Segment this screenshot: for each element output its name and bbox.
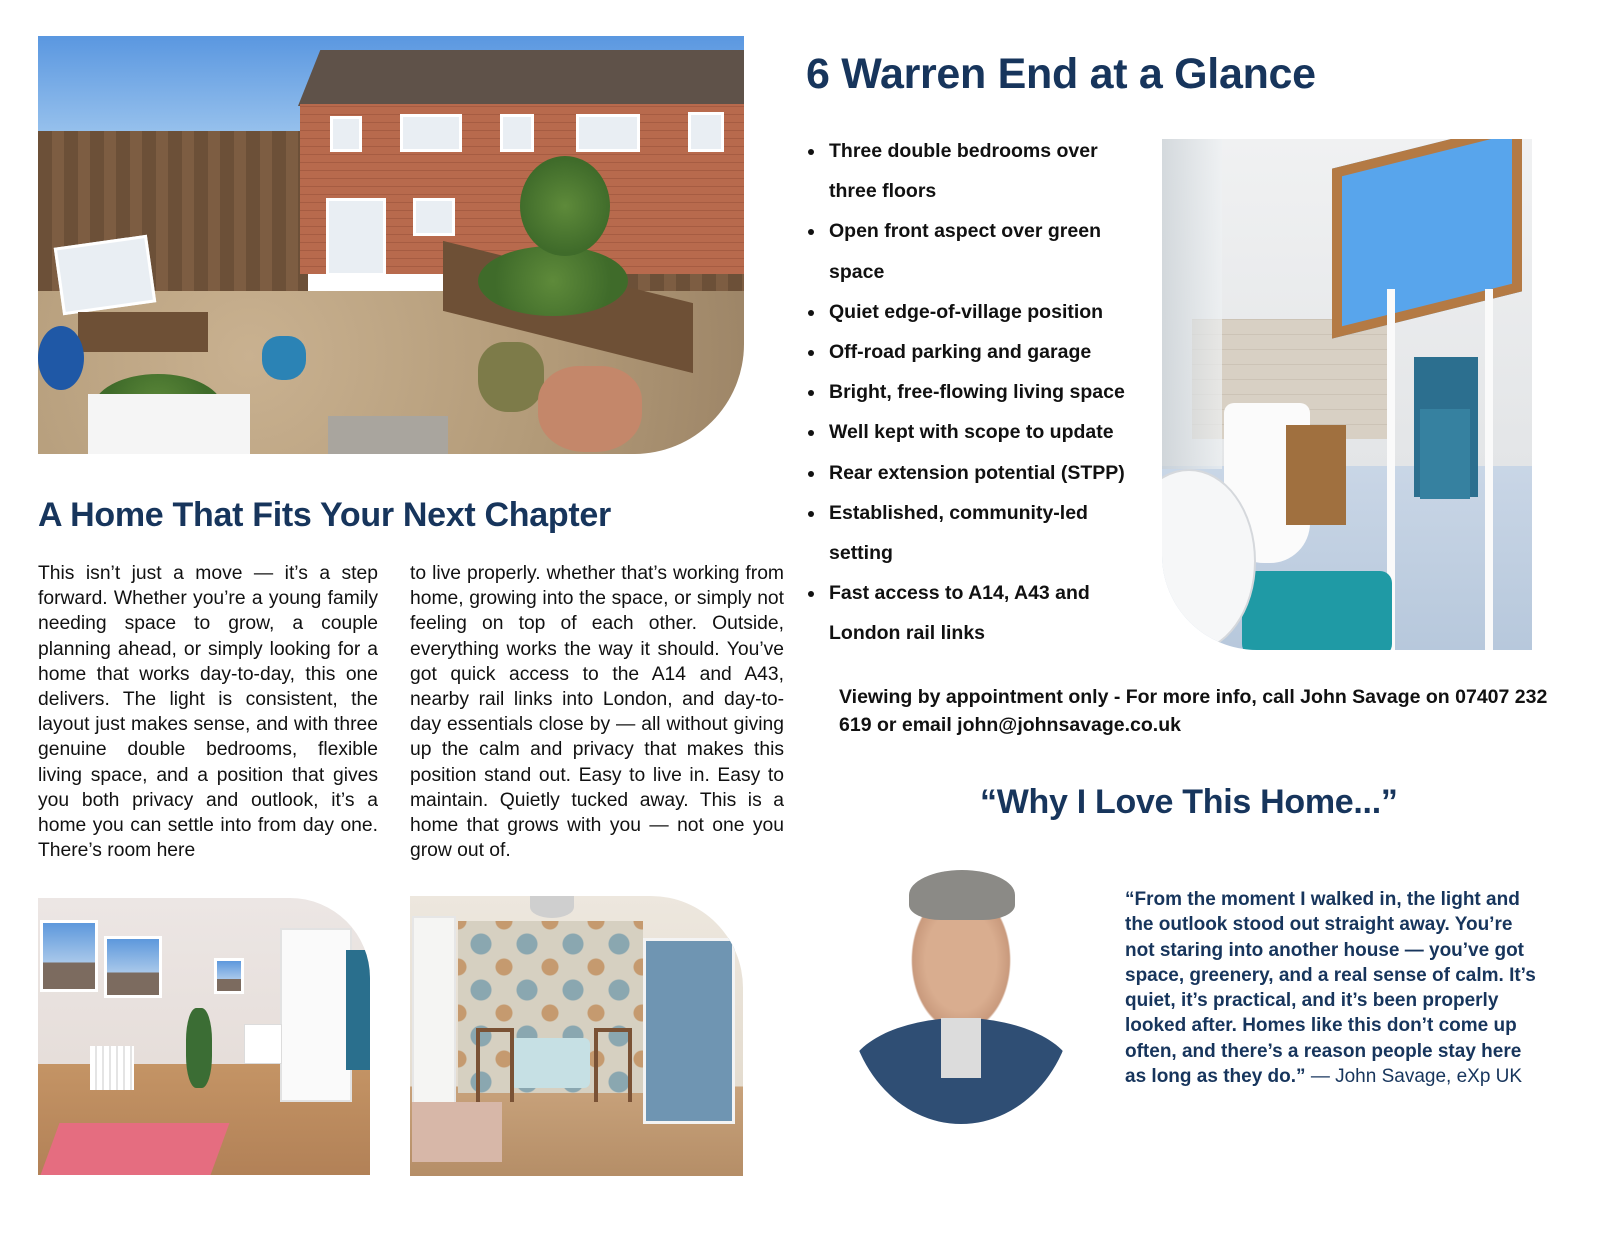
love-title: “Why I Love This Home...” [980,783,1398,821]
feature-item: Quiet edge-of-village position [806,292,1146,332]
quote-attribution: — John Savage, eXp UK [1305,1066,1523,1088]
testimonial-quote [1125,887,1540,1089]
bathroom-photo [1162,139,1532,650]
agent-avatar [847,868,1075,1124]
body-text-column-1: This isn’t just a move — it’s a step forward. Whether you’re a young family needing space to grow, a couple planning ahead, or simply looking for a home that works day-to-day, this one delivers. The light is consistent, the layout just makes sense, and with three genuine double bedrooms, flexible living space, and a position that gives you both privacy and outlook, it’s a home you can settle into from day one. There’s room here [38,563,378,862]
quote-text: “From the moment I walked in, the light and the outlook stood out straight away. You’re not staring into another house — you’ve got space, greenery, and a real sense of calm. It’s quiet, it’s practical, and it’s been properly looked after. Homes like this don’t come up often, and there’s a reason people stay here as long as they do.” [1125,889,1536,1088]
feature-item: Established, community-led setting [806,493,1146,573]
viewing-info: Viewing by appointment only - For more info, call John Savage on 07407 232 619 or email john@johnsavage.co.uk [839,686,1548,736]
feature-item: Three double bedrooms over three floors [806,131,1146,211]
feature-item: Well kept with scope to update [806,412,1146,452]
feature-list [806,131,1146,654]
glance-title: 6 Warren End at a Glance [806,50,1316,98]
feature-item: Fast access to A14, A43 and London rail links [806,573,1146,653]
body-text-column-2: to live properly. whether that’s working from home, growing into the space, or simply not feeling on top of each other. Outside, everything works the way it should. You’ve got quick access to the A14 and A43, nearby rail links into London, and day-to-day essentials close by — all without giving up the calm and privacy that makes this position stand out. Easy to live in. Easy to maintain. Quietly tucked away. This is a home that grows with you — not one you grow out of. [410,563,784,862]
feature-item: Bright, free-flowing living space [806,372,1146,412]
feature-item: Rear extension potential (STPP) [806,453,1146,493]
dining-room-photo [410,896,743,1176]
garden-photo [38,36,744,454]
living-room-photo [38,898,370,1175]
feature-item: Off-road parking and garage [806,332,1146,372]
feature-item: Open front aspect over green space [806,211,1146,291]
chapter-title: A Home That Fits Your Next Chapter [38,496,611,534]
